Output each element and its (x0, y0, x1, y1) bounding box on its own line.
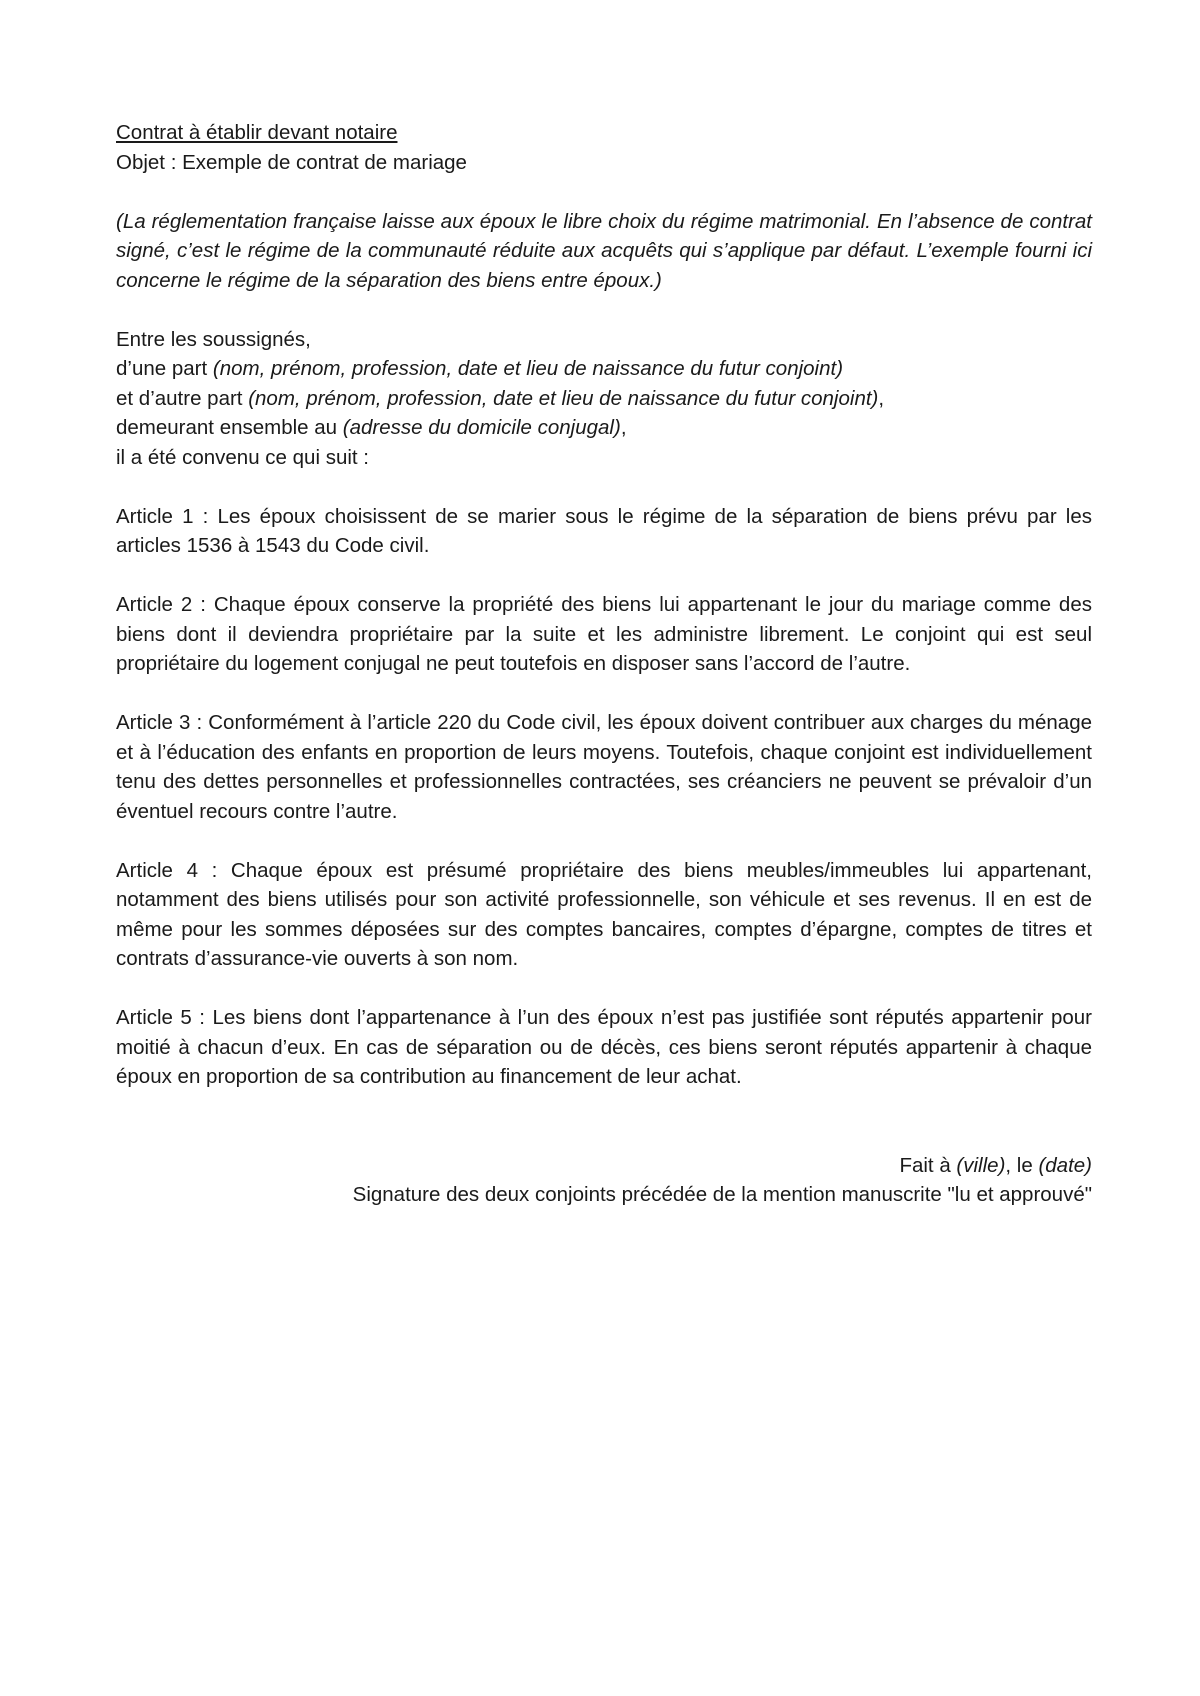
date-placeholder: (date) (1038, 1153, 1092, 1177)
parties-line-3 (116, 384, 1092, 414)
document-object: Objet : Exemple de contrat de mariage (116, 150, 467, 174)
spacer (116, 826, 1092, 856)
article-1: Article 1 : Les époux choisissent de se marier sous le régime de la séparation de biens prévu par les articles 1536 à 1543 du Code civil. (116, 504, 1092, 557)
parties-line-4 (116, 413, 1092, 443)
spacer (116, 177, 1092, 207)
date-prefix: , le (1005, 1153, 1039, 1177)
article-4: Article 4 : Chaque époux est présumé propriétaire des biens meubles/immeubles lui appartenant, notamment des biens utilisés pour son activité professionnelle, son véhicule et ses revenus. Il en est de même pour les sommes déposées sur des comptes bancaires, comptes d’épargne, comptes de titres et contrats d’assurance-vie ouverts à son nom. (116, 858, 1092, 970)
signature-line: Signature des deux conjoints précédée de la mention manuscrite "lu et approuvé" (352, 1183, 1092, 1206)
parties-line-2-placeholder: (nom, prénom, profession, date et lieu de naissance du futur conjoint) (212, 357, 844, 380)
spacer (116, 974, 1092, 1004)
parties-line-4-placeholder: (adresse du domicile conjugal) (342, 416, 621, 439)
parties-line-1: Entre les soussignés, (116, 327, 311, 351)
intro-note: (La réglementation française laisse aux époux le libre choix du régime matrimonial. En l’absence de contrat signé, c’est le régime de la communauté réduite aux acquêts qui s’applique par défaut. L’exemple fourni ici concerne le régime de la séparation des biens entre époux.) (116, 209, 1092, 292)
parties-line-5: il a été convenu ce qui suit : (116, 445, 369, 469)
parties-line-4-text: demeurant ensemble au (116, 416, 343, 439)
parties-line-4-suffix: , (620, 416, 627, 439)
place-date-line (116, 1151, 1092, 1181)
place-prefix: Fait à (899, 1153, 957, 1177)
parties-line-3-text: et d’autre part (116, 386, 249, 410)
document-title: Contrat à établir devant notaire (116, 121, 398, 144)
spacer (116, 679, 1092, 709)
parties-line-2-text: d’une part (116, 357, 213, 380)
article-3: Article 3 : Conformément à l’article 220 du Code civil, les époux doivent contribuer aux charges du ménage et à l’éducation des enfants en proportion de leurs moyens. Toutefois, chaque conjoint est individuellement tenu des dettes personnelles et professionnelles contractées, ses créanciers ne peuvent se prévaloir d’un éventuel recours contre l’autre. (116, 711, 1092, 823)
spacer (116, 1092, 1092, 1151)
article-5: Article 5 : Les biens dont l’appartenance à l’un des époux n’est pas justifiée sont réputés appartenir pour moitié à chacun d’eux. En cas de séparation ou de décès, ces biens seront réputés appartenir à chaque époux en proportion de sa contribution au financement de leur achat. (116, 1006, 1092, 1088)
article-2: Article 2 : Chaque époux conserve la propriété des biens lui appartenant le jour du mariage comme des biens dont il deviendra propriétaire par la suite et les administre librement. Le conjoint qui est seul propriétaire du logement conjugal ne peut toutefois en disposer sans l’accord de l’autre. (116, 593, 1092, 675)
parties-line-3-suffix: , (878, 386, 885, 410)
spacer (116, 561, 1092, 591)
place-placeholder: (ville) (956, 1153, 1006, 1177)
parties-line-2 (116, 354, 1092, 384)
parties-line-3-placeholder: (nom, prénom, profession, date et lieu de naissance du futur conjoint) (248, 386, 879, 410)
spacer (116, 472, 1092, 502)
parties-block (116, 325, 1092, 473)
spacer (116, 295, 1092, 325)
document-body (116, 118, 1092, 1210)
